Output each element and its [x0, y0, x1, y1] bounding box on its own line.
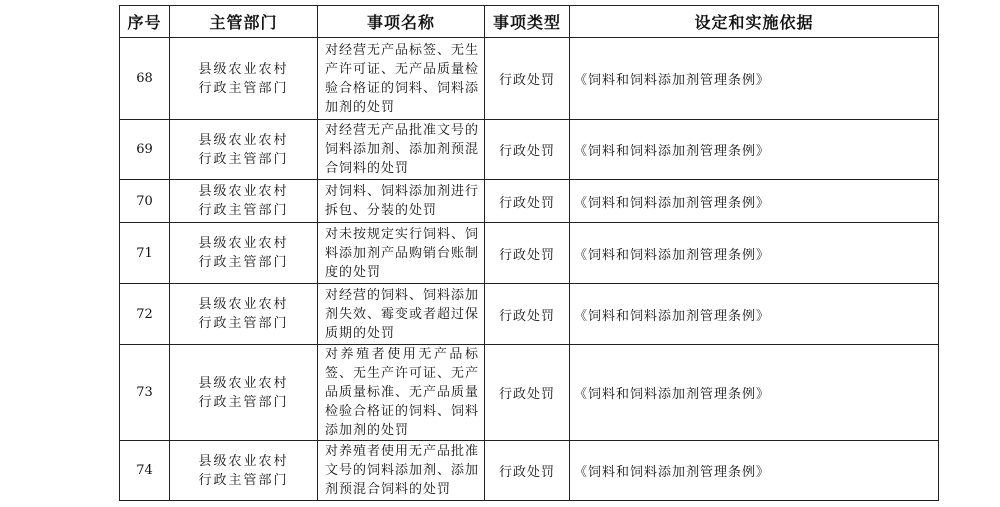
header-seq: 序号 — [120, 6, 170, 38]
row-dept-line2: 行政主管部门 — [198, 472, 289, 488]
table-row — [120, 223, 939, 284]
table-row — [120, 284, 939, 345]
row-dept — [170, 120, 318, 180]
row-seq: 74 — [120, 441, 170, 501]
row-item: 对饲料、饲料添加剂进行拆包、分装的处罚 — [318, 180, 485, 223]
row-basis: 《饲料和饲料添加剂管理条例》 — [570, 38, 939, 120]
row-basis: 《饲料和饲料添加剂管理条例》 — [570, 120, 939, 180]
row-seq: 73 — [120, 345, 170, 441]
row-dept — [170, 38, 318, 120]
row-dept-line2: 行政主管部门 — [198, 80, 289, 96]
row-dept-line2: 行政主管部门 — [198, 151, 289, 167]
row-dept — [170, 223, 318, 284]
row-dept-line2: 行政主管部门 — [198, 255, 289, 270]
row-dept-line2: 行政主管部门 — [198, 203, 289, 218]
row-dept-line1: 县级农业农村 — [198, 236, 289, 251]
row-seq: 69 — [120, 120, 170, 180]
row-type: 行政处罚 — [485, 180, 570, 223]
row-basis: 《饲料和饲料添加剂管理条例》 — [570, 223, 939, 284]
row-type: 行政处罚 — [485, 345, 570, 441]
row-item: 对养殖者使用无产品标签、无生产许可证、无产品质量标准、无产品质量检验合格证的饲料、饲料添加剂的处罚 — [318, 345, 485, 441]
header-dept: 主管部门 — [170, 6, 318, 38]
row-basis: 《饲料和饲料添加剂管理条例》 — [570, 180, 939, 223]
row-item: 对养殖者使用无产品批准文号的饲料添加剂、添加剂预混合饲料的处罚 — [318, 441, 485, 501]
header-type: 事项类型 — [485, 6, 570, 38]
row-dept — [170, 284, 318, 345]
row-dept-line2: 行政主管部门 — [198, 394, 289, 410]
header-item: 事项名称 — [318, 6, 485, 38]
table-row — [120, 345, 939, 441]
row-item: 对经营的饲料、饲料添加剂失效、霉变或者超过保质期的处罚 — [318, 284, 485, 345]
row-seq: 72 — [120, 284, 170, 345]
row-dept — [170, 180, 318, 223]
row-dept-line1: 县级农业农村 — [198, 375, 289, 391]
row-type: 行政处罚 — [485, 284, 570, 345]
row-basis: 《饲料和饲料添加剂管理条例》 — [570, 345, 939, 441]
row-dept-line1: 县级农业农村 — [198, 132, 289, 148]
row-seq: 68 — [120, 38, 170, 120]
row-seq: 71 — [120, 223, 170, 284]
table-row — [120, 120, 939, 180]
row-item: 对未按规定实行饲料、饲料添加剂产品购销台账制度的处罚 — [318, 223, 485, 284]
header-basis: 设定和实施依据 — [570, 6, 939, 38]
row-dept-line1: 县级农业农村 — [198, 61, 289, 77]
row-item: 对经营无产品批准文号的饲料添加剂、添加剂预混合饲料的处罚 — [318, 120, 485, 180]
table-row — [120, 38, 939, 120]
row-type: 行政处罚 — [485, 441, 570, 501]
row-type: 行政处罚 — [485, 38, 570, 120]
row-basis: 《饲料和饲料添加剂管理条例》 — [570, 284, 939, 345]
row-seq: 70 — [120, 180, 170, 223]
row-item: 对经营无产品标签、无生产许可证、无产品质量检验合格证的饲料、饲料添加剂的处罚 — [318, 38, 485, 120]
row-dept — [170, 345, 318, 441]
matters-table — [119, 5, 939, 501]
row-type: 行政处罚 — [485, 223, 570, 284]
row-dept-line2: 行政主管部门 — [198, 316, 289, 331]
table-row — [120, 180, 939, 223]
row-dept-line1: 县级农业农村 — [198, 184, 289, 199]
row-basis: 《饲料和饲料添加剂管理条例》 — [570, 441, 939, 501]
row-dept-line1: 县级农业农村 — [198, 453, 289, 469]
row-dept — [170, 441, 318, 501]
row-type: 行政处罚 — [485, 120, 570, 180]
table-header-row — [120, 6, 939, 38]
document-page — [119, 5, 939, 501]
table-row — [120, 441, 939, 501]
row-dept-line1: 县级农业农村 — [198, 297, 289, 312]
